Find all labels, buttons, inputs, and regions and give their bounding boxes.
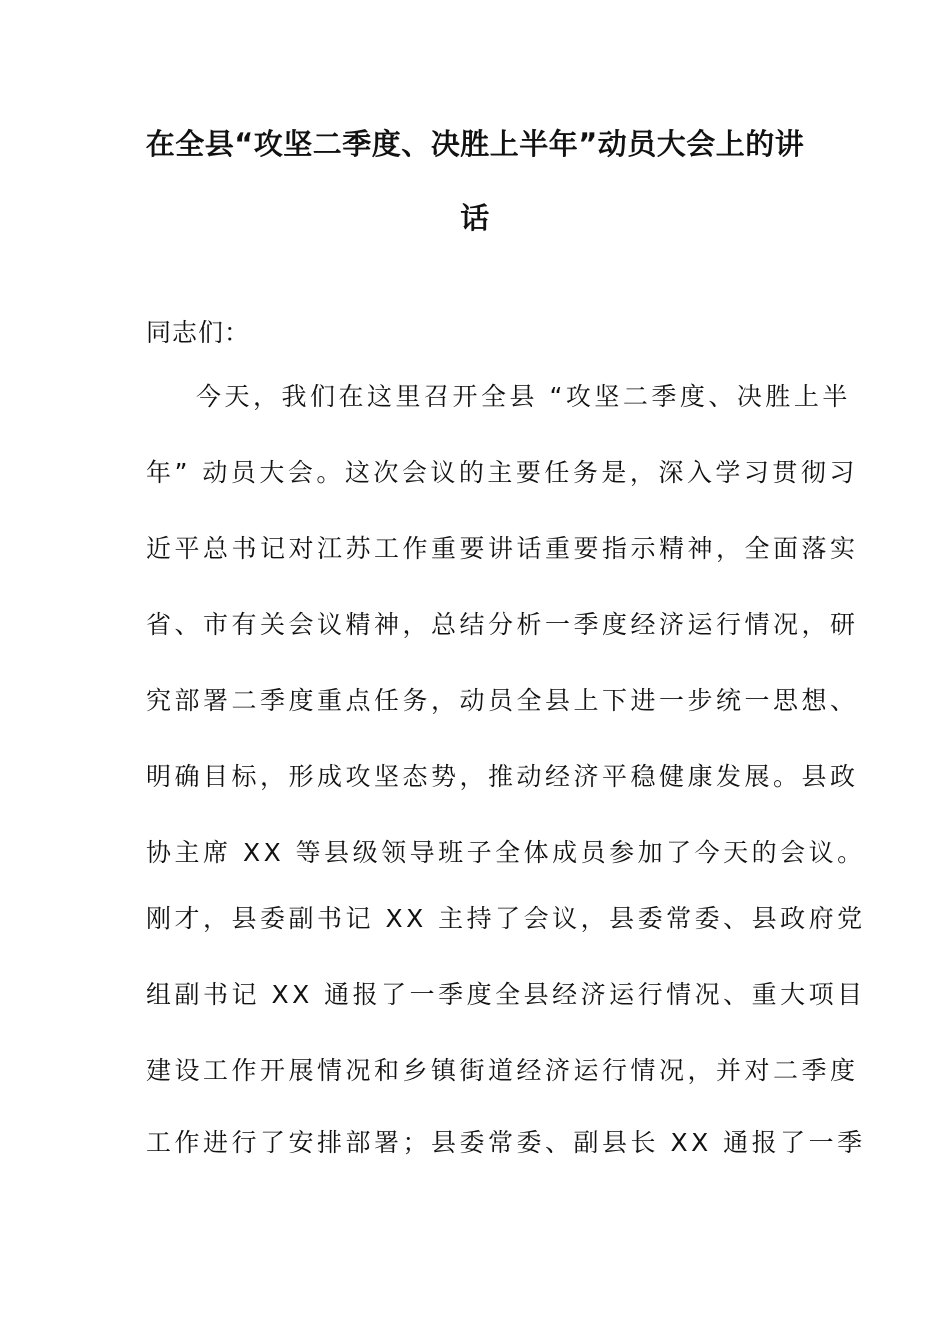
body-line: 近平总书记对江苏工作重要讲话重要指示精神，全面落实 [146,534,859,563]
document-title-continued: 话 [460,201,490,235]
body-line: 今天，我们在这里召开全县 “攻坚二季度、决胜上半 [196,382,851,411]
document-title: 在全县“攻坚二季度、决胜上半年”动员大会上的讲 [145,127,805,161]
body-line: 协主席 XX 等县级领导班子全体成员参加了今天的会议。 [146,838,866,867]
body-line: 建设工作开展情况和乡镇街道经济运行情况，并对二季度 [146,1056,859,1085]
body-line: 工作进行了安排部署；县委常委、副县长 XX 通报了一季 [146,1128,866,1157]
body-line: 明确目标，形成攻坚态势，推动经济平稳健康发展。县政 [146,762,859,791]
body-line: 刚才，县委副书记 XX 主持了会议，县委常委、县政府党 [146,904,866,933]
salutation: 同志们： [146,318,251,347]
body-line: 年” 动员大会。这次会议的主要任务是，深入学习贯彻习 [146,458,858,487]
body-line: 组副书记 XX 通报了一季度全县经济运行情况、重大项目 [146,980,866,1009]
body-line: 省、市有关会议精神，总结分析一季度经济运行情况，研 [146,610,859,639]
body-line: 究部署二季度重点任务，动员全县上下进一步统一思想、 [146,686,859,715]
